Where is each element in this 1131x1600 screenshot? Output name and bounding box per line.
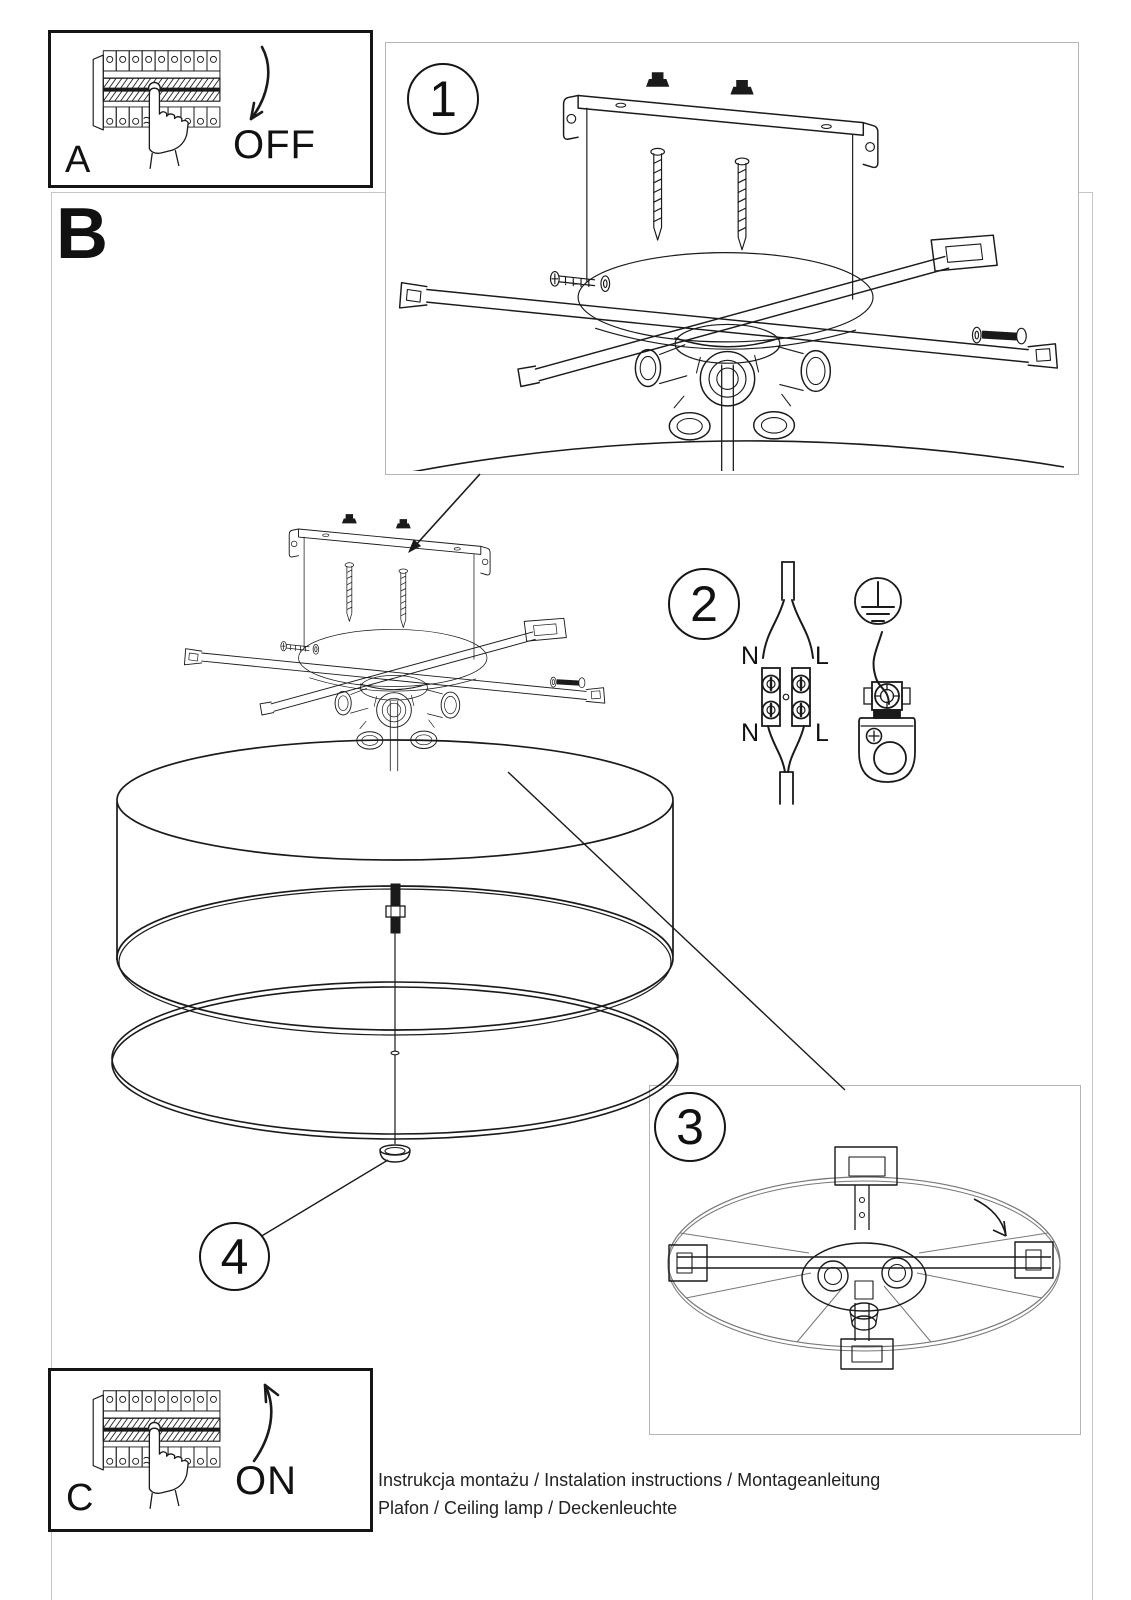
circuit-breaker-off-illustration [51, 33, 370, 185]
panel-c-box [48, 1368, 373, 1532]
step-number-3 [654, 1092, 726, 1162]
mounting-frame-illustration [386, 43, 1075, 471]
step-number-3-text: 3 [676, 1099, 704, 1155]
panel-c-label: C [66, 1477, 94, 1519]
wire-label-l-top: L [815, 642, 829, 670]
panel-a-label: A [65, 139, 91, 181]
panel-a-action: OFF [233, 123, 316, 167]
panel-c-action: ON [235, 1459, 297, 1503]
panel-a-box [48, 30, 373, 188]
section-b-label: B [56, 194, 108, 274]
step-number-4 [199, 1222, 270, 1291]
step-number-4-text: 4 [220, 1228, 249, 1285]
step-number-2 [668, 568, 740, 640]
wire-label-n-top: N [740, 642, 760, 670]
step-box-1 [385, 42, 1079, 475]
wire-label-l-bottom: L [815, 719, 829, 747]
step-number-1 [407, 63, 479, 135]
wire-label-n-bottom: N [740, 719, 760, 747]
up-arrow-icon [254, 1385, 278, 1461]
down-arrow-icon [251, 47, 268, 119]
footer-title [378, 1466, 880, 1522]
footer-line-2: Plafon / Ceiling lamp / Deckenleuchte [378, 1498, 678, 1518]
step-number-1-text: 1 [429, 71, 457, 127]
circuit-breaker-on-illustration [51, 1371, 370, 1529]
footer-line-1: Instrukcja montażu / Instalation instructions / Montageanleitung [378, 1470, 881, 1490]
step-number-2-text: 2 [690, 576, 718, 632]
